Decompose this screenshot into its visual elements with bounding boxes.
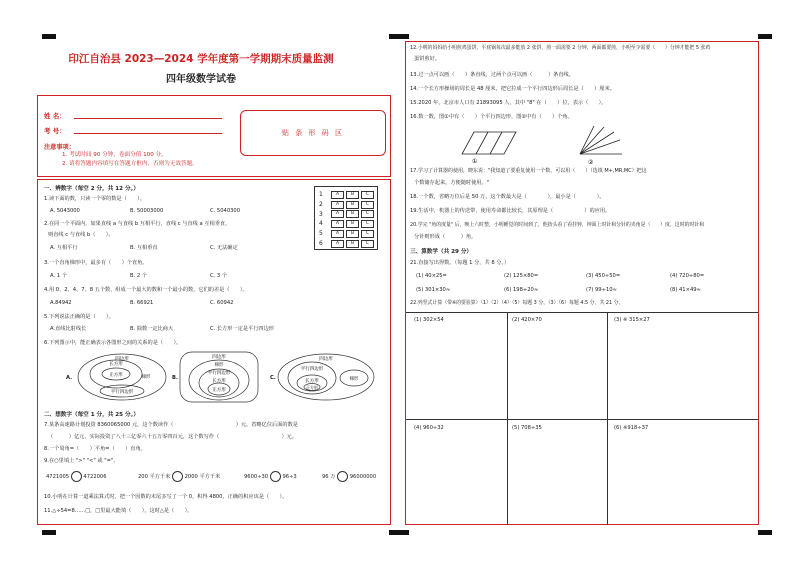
diagram-a-label: 四边形 xyxy=(115,357,129,362)
comparison-right: 4722006 xyxy=(83,474,107,480)
q20-text: 20.学完 "角的度量" 后，晚上六时整，小明睡觉的时间到了，他抬头看了看挂钟，钟面上时针和分针的夹角是（ ）度，这时的时针和 xyxy=(410,222,705,228)
comparison-right: 96000000 xyxy=(349,474,377,480)
answer-bubble[interactable]: C xyxy=(361,240,374,248)
registration-mark xyxy=(395,530,409,535)
calc-problem-1[interactable]: (1) 302×54 xyxy=(414,317,444,323)
grid-row-number: 4 xyxy=(319,220,323,228)
answer-bubble[interactable]: B xyxy=(346,191,359,199)
name-field[interactable] xyxy=(74,118,222,119)
oral-item: (2) 125×80= xyxy=(504,273,539,279)
answer-bubble-row xyxy=(331,200,374,210)
answer-bubble[interactable]: A xyxy=(331,210,344,218)
diagram-b-label: 正方形 xyxy=(212,388,226,393)
comparison-4 xyxy=(322,471,376,482)
q11-text: 11.△÷54=8……□，□里最大能填（ ），这时△是（ ）。 xyxy=(44,508,193,514)
calc-problem-2[interactable]: (2) 420×70 xyxy=(512,317,542,323)
q3-option-c: C. 3 个 xyxy=(210,273,228,279)
answer-grid-rows xyxy=(319,190,323,249)
grid-row-number: 6 xyxy=(319,239,323,247)
name-label: 姓 名： xyxy=(44,112,66,120)
q5-option-b: B. 除数一定比商大 xyxy=(130,326,174,332)
compare-circle[interactable] xyxy=(71,471,82,482)
comparison-3 xyxy=(244,471,297,482)
answer-bubble-row xyxy=(331,229,374,239)
oral-item: (3) 450÷50= xyxy=(586,273,621,279)
answer-bubble[interactable]: B xyxy=(346,201,359,209)
q3-option-b: B. 2 个 xyxy=(130,273,147,279)
q8-text: 8.一个周角=（ ）平角=（ ）直角。 xyxy=(44,446,146,452)
venn-diagram-a xyxy=(76,352,168,402)
q1-option-b: B. 50003000 xyxy=(130,208,164,214)
q1-option-a: A. 5043000 xyxy=(50,208,80,214)
answer-bubble[interactable]: C xyxy=(361,201,374,209)
grid-row-number: 1 xyxy=(319,191,323,198)
left-question-panel xyxy=(37,179,391,525)
answer-bubble[interactable]: A xyxy=(331,230,344,238)
comparison-left: 96 万 xyxy=(322,474,336,480)
diagram-c-label: 正方形 xyxy=(306,385,318,390)
oral-item: (1) 40×25= xyxy=(416,273,447,279)
right-question-panel xyxy=(405,41,759,525)
barcode-label: 贴 条 形 码 区 xyxy=(282,129,344,137)
q6-option-a: A. xyxy=(66,375,73,381)
comparison-right: 96÷3 xyxy=(282,474,297,480)
diagram-a-label: 长方形 xyxy=(109,362,123,367)
q18-text: 18.一个数，省略万位后是 50 万，这个数最大是（ ），最小是（ ）。 xyxy=(410,194,605,200)
q17-text: 17.学习了计算器的使用，晓东说："我知道了要重复使用一个数，可以用（ ）（选填 M+,MR,MC）把这 xyxy=(410,168,647,174)
q1-text: 1.读下面的数，只读一个零的数是（ ）。 xyxy=(44,196,145,202)
q9-text: 9.在○里填上 ">" "<" 或 "="。 xyxy=(44,458,119,464)
comparison-1 xyxy=(46,471,107,482)
answer-bubble[interactable]: A xyxy=(331,201,344,209)
registration-mark xyxy=(42,530,56,535)
exam-subtitle: 四年级数学试卷 xyxy=(166,74,236,85)
grid-row-number: 5 xyxy=(319,230,323,238)
q7-text-cont: （ ）亿元，实际投资了八十三亿零六十五万零四百元，这个数写作（ ）元。 xyxy=(48,434,298,440)
q4-option-b: B. 66921 xyxy=(130,300,154,306)
oral-item: (6) 198÷20≈ xyxy=(504,287,539,293)
q10-text: 10.小明在计算一道乘法算式时，把一个因数的末尾多写了一个 0，积得 4800，正确的积应该是（ ）。 xyxy=(44,494,288,500)
oral-item: (8) 41×49≈ xyxy=(670,287,701,293)
answer-bubble[interactable]: C xyxy=(361,220,374,228)
grid-row-number: 2 xyxy=(319,200,323,208)
answer-bubble[interactable]: B xyxy=(346,220,359,228)
q3-option-a: A. 1 个 xyxy=(50,273,67,279)
q5-text: 5.下列说法正确的是（ ）。 xyxy=(44,314,114,320)
oral-item: (4) 720÷80= xyxy=(670,273,705,279)
diagram-b-label: 梯形 xyxy=(214,363,224,368)
venn-diagram-c xyxy=(276,352,376,402)
q6-option-c: C. xyxy=(270,375,276,381)
q4-option-a: A.84942 xyxy=(50,300,72,306)
diagram-c-label: 四边形 xyxy=(319,357,333,362)
oral-item: (5) 301×30≈ xyxy=(416,287,451,293)
answer-bubble[interactable]: A xyxy=(331,191,344,199)
q4-text: 4.用 0、2、4、7、8 五个数，组成一个最大的数和一个最小的数，它们的差是（ ）。 xyxy=(44,287,248,293)
registration-mark xyxy=(395,34,409,39)
diagram-a-label: 梯形 xyxy=(141,375,151,380)
grid-divider xyxy=(406,419,758,420)
answer-bubble-row xyxy=(331,190,374,200)
answer-grid xyxy=(314,186,378,250)
figure-1-label: ① xyxy=(472,158,478,164)
q2-option-b: B. 互相垂直 xyxy=(130,245,158,251)
q2-text-cont: 则直线 c 与直线 b（ ）。 xyxy=(48,232,114,238)
diagram-b-label: 平行四边形 xyxy=(207,371,231,376)
q15-text: 15.2020 年，北京市人口有 21893095 人，其中 "8" 在（ ）位，表示（ ）。 xyxy=(410,100,607,106)
diagram-b-label: 长方形 xyxy=(212,379,226,384)
note-2: 2. 请将答题内容填写在答题方框内，否则为无效答题。 xyxy=(62,161,198,167)
answer-bubble-row xyxy=(331,210,374,220)
compare-circle[interactable] xyxy=(172,471,183,482)
answer-bubble[interactable]: C xyxy=(361,230,374,238)
q17-text-cont: 个数储存起来，方便随时使用。" xyxy=(414,180,490,186)
notes-title: 注意事项： xyxy=(44,144,75,151)
answer-bubble-row xyxy=(331,239,374,249)
compare-circle[interactable] xyxy=(270,471,281,482)
q22-text: 22.列竖式计算（带※的要验算）（1）（2）（4）（5）每题 3 分，（3）（6）每题 4.5 分，共 21 分。 xyxy=(410,300,624,306)
q2-option-c: C. 无法确定 xyxy=(210,245,238,251)
comparison-left: 9600÷30 xyxy=(244,474,269,480)
q1-option-c: C. 5040300 xyxy=(210,208,241,214)
q3-text: 3.一个直角梯形中，最多有（ ）个直角。 xyxy=(44,260,148,266)
q14-text: 14.一个长方形操场的周长是 48 厘米，把它拉成一个平行四边形后周长是（ ）厘米。 xyxy=(410,86,615,92)
compare-circle[interactable] xyxy=(337,471,348,482)
diagram-a-label: 正方形 xyxy=(109,373,123,378)
q2-option-a: A. 互相平行 xyxy=(50,245,78,251)
comparison-right: 2000 平方千米 xyxy=(184,474,221,480)
diagram-c-label: 长方形 xyxy=(305,379,319,384)
answer-bubble[interactable]: A xyxy=(331,220,344,228)
q13-text: 13.过一点可以画（ ）条直线，过两个点可以画（ ）条直线。 xyxy=(410,72,574,78)
exam-title: 印江自治县 2023—2024 学年度第一学期期末质量监测 xyxy=(68,53,334,65)
id-label: 考 号： xyxy=(44,127,66,135)
section-3-heading: 三、算数学（共 29 分） xyxy=(410,249,473,255)
registration-mark xyxy=(758,530,772,535)
q2-text: 2.在同一个平面内，如果直线 a 与直线 b 互相平行，直线 c 与直线 a 互相垂直， xyxy=(44,221,231,227)
comparison-left: 200 平方千米 xyxy=(138,474,171,480)
parallelogram-figure xyxy=(460,128,520,164)
angle-rays-figure xyxy=(576,126,626,166)
answer-bubble[interactable]: B xyxy=(346,240,359,248)
id-field[interactable] xyxy=(74,133,222,134)
calc-problem-6[interactable]: (6) ※918÷37 xyxy=(614,425,649,431)
answer-bubbles xyxy=(331,190,374,249)
q21-text: 21.直接写出得数。（每题 1 分，共 8 分。） xyxy=(410,260,510,266)
diagram-a-label: 平行四边形 xyxy=(110,390,134,395)
answer-bubble[interactable]: A xyxy=(331,240,344,248)
registration-mark xyxy=(758,34,772,39)
registration-mark xyxy=(42,34,56,39)
answer-bubble[interactable]: B xyxy=(346,210,359,218)
grid-row-number: 3 xyxy=(319,210,323,218)
calc-problem-4[interactable]: (4) 960÷32 xyxy=(414,425,444,431)
barcode-area xyxy=(240,110,386,156)
q6-text: 6.下列图示中，能正确表示各图形之间的关系的是（ ）。 xyxy=(44,340,182,346)
q7-text: 7.某条高速路计划投资 8360065000 元，这个数读作（ ）元，省略亿位后面的数是 xyxy=(44,422,298,428)
calc-problem-5[interactable]: (5) 708÷35 xyxy=(512,425,542,431)
section-2-heading: 二、想数字（每空 1 分，共 25 分。） xyxy=(44,412,139,418)
q5-option-c: C. 长方形一定是平行四边形 xyxy=(210,326,274,332)
diagram-c-label: 平行四边形 xyxy=(300,367,324,372)
answer-bubble[interactable]: B xyxy=(346,230,359,238)
figure-2-label: ② xyxy=(588,159,594,166)
venn-diagram-b xyxy=(178,350,260,404)
q6-option-b: B. xyxy=(172,375,178,381)
section-1-heading: 一、辨数字（每空 2 分，共 12 分。） xyxy=(44,186,139,192)
q4-option-c: C. 60942 xyxy=(210,300,234,306)
diagram-b-label: 四边形 xyxy=(212,355,226,360)
calc-grid xyxy=(406,312,758,525)
diagram-c-label: 梯形 xyxy=(349,377,359,382)
note-1: 1. 考试时间 90 分钟，卷面分值 100 分。 xyxy=(62,152,167,158)
oral-item: (7) 99÷10≈ xyxy=(586,287,617,293)
q19-text: 19.生活中，机器上的传送带，使用寿命都比较长，其原理是（ ）的应用。 xyxy=(410,208,611,214)
answer-bubble[interactable]: C xyxy=(361,210,374,218)
q16-text: 16.数一数，图①中有（ ）个平行四边形，图②中有（ ）个角。 xyxy=(410,114,573,120)
q12-text: 12.小明的妈妈给小明煎鸡蛋饼，平底锅每次最多能放 2 张饼，煎一面需要 2 分钟，两面都要煎，小明至少需要（ ）分钟才能把 5 张鸡 xyxy=(410,45,711,51)
answer-bubble-row xyxy=(331,219,374,229)
answer-bubble[interactable]: C xyxy=(361,191,374,199)
comparison-2 xyxy=(138,471,220,482)
comparison-left: 4721005 xyxy=(46,474,70,480)
calc-problem-3[interactable]: (3) ※ 315×27 xyxy=(614,317,650,323)
info-panel xyxy=(37,95,391,177)
q20-text-cont: 分针则形成（ ）角。 xyxy=(414,234,477,240)
q5-option-a: A.直线比射线长 xyxy=(50,326,87,332)
q12-text-cont: 蛋饼煎好。 xyxy=(414,56,440,62)
